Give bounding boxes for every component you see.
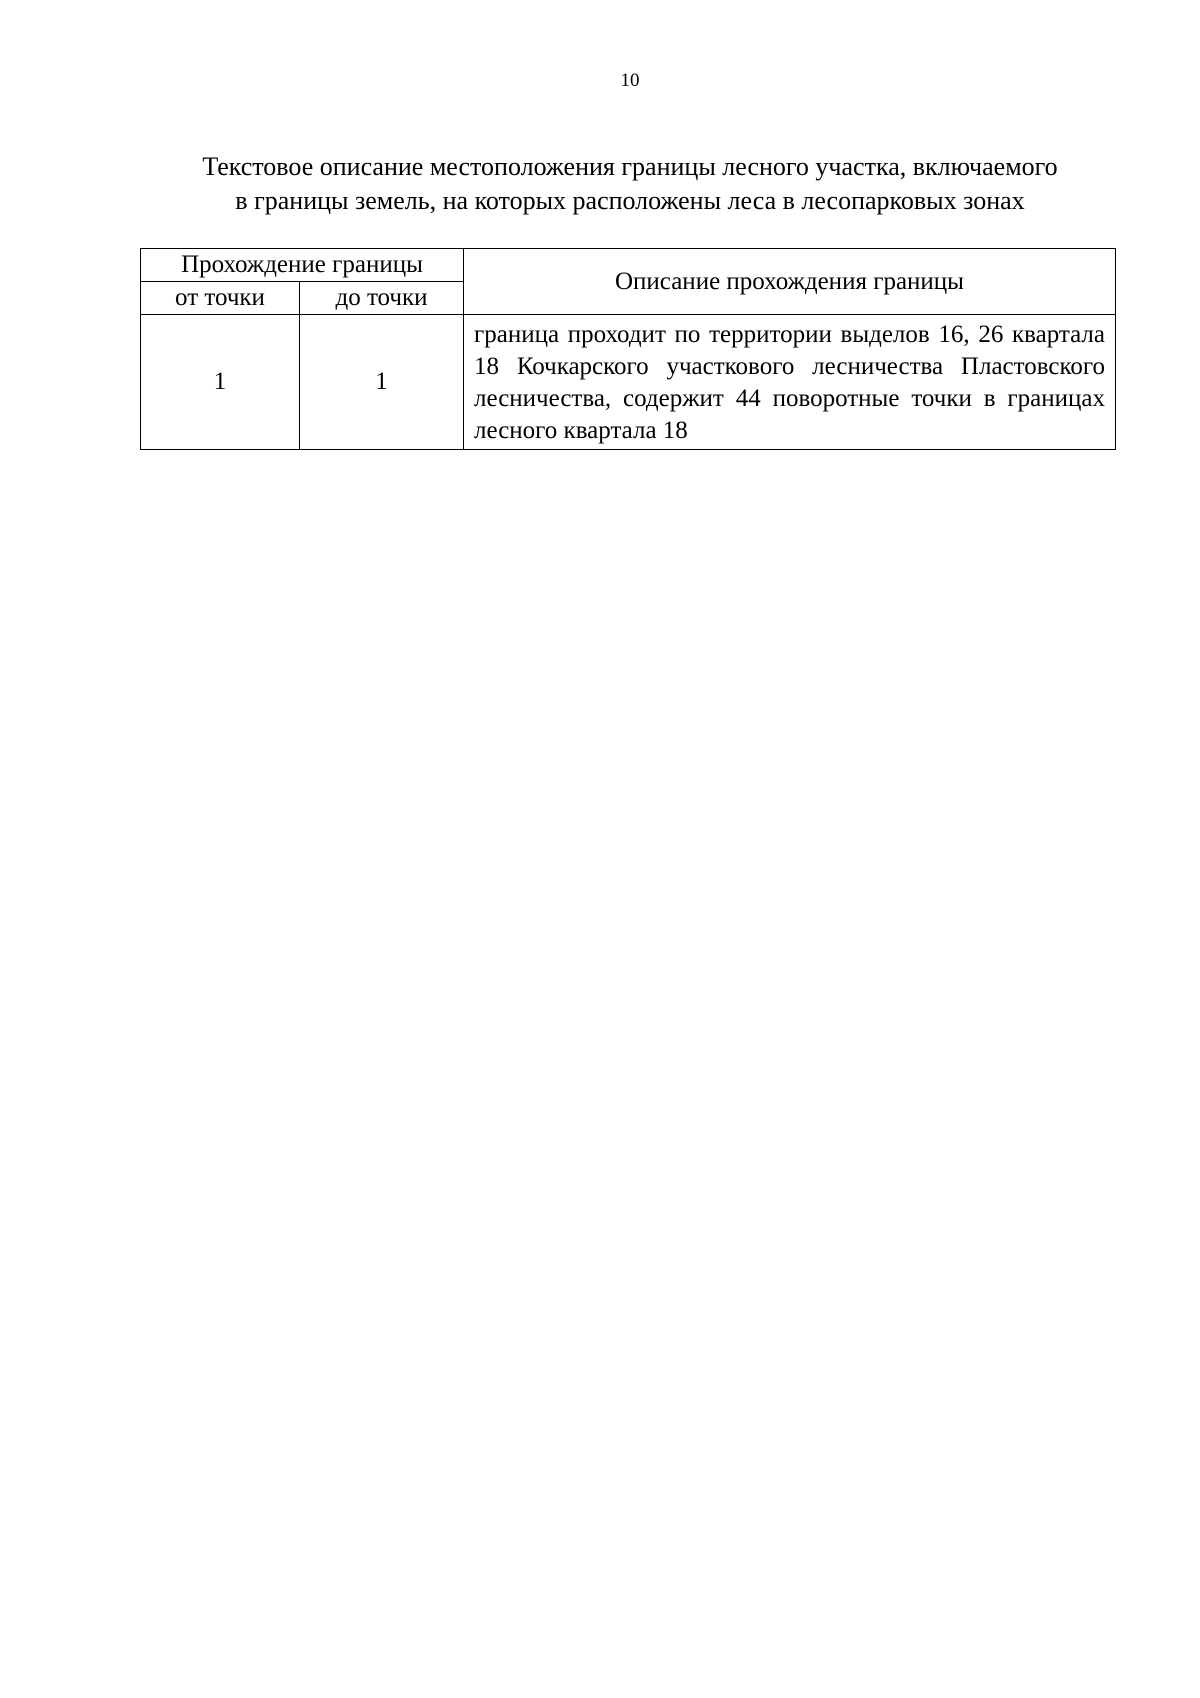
document-heading	[140, 150, 1120, 218]
table-header-row	[141, 249, 1116, 282]
boundary-table	[140, 248, 1116, 450]
cell-to-point: 1	[300, 315, 464, 450]
header-to-point: до точки	[300, 282, 464, 315]
heading-line-1: Текстовое описание местоположения границы лесного участка, включаемого	[202, 152, 1058, 181]
header-from-point: от точки	[141, 282, 300, 315]
heading-line-2: в границы земель, на которых расположены леса в лесопарковых зонах	[235, 186, 1025, 215]
table-row	[141, 315, 1116, 450]
header-description: Описание прохождения границы	[464, 249, 1116, 315]
cell-description: граница проходит по территории выделов 16, 26 квартала 18 Кочкарского участкового лесничества Пластовского лесничества, содержит 44 поворотные точки в границах лесного квартала 18	[464, 315, 1116, 450]
cell-from-point: 1	[141, 315, 300, 450]
header-boundary-passage: Прохождение границы	[141, 249, 464, 282]
page-number: 10	[620, 70, 640, 91]
